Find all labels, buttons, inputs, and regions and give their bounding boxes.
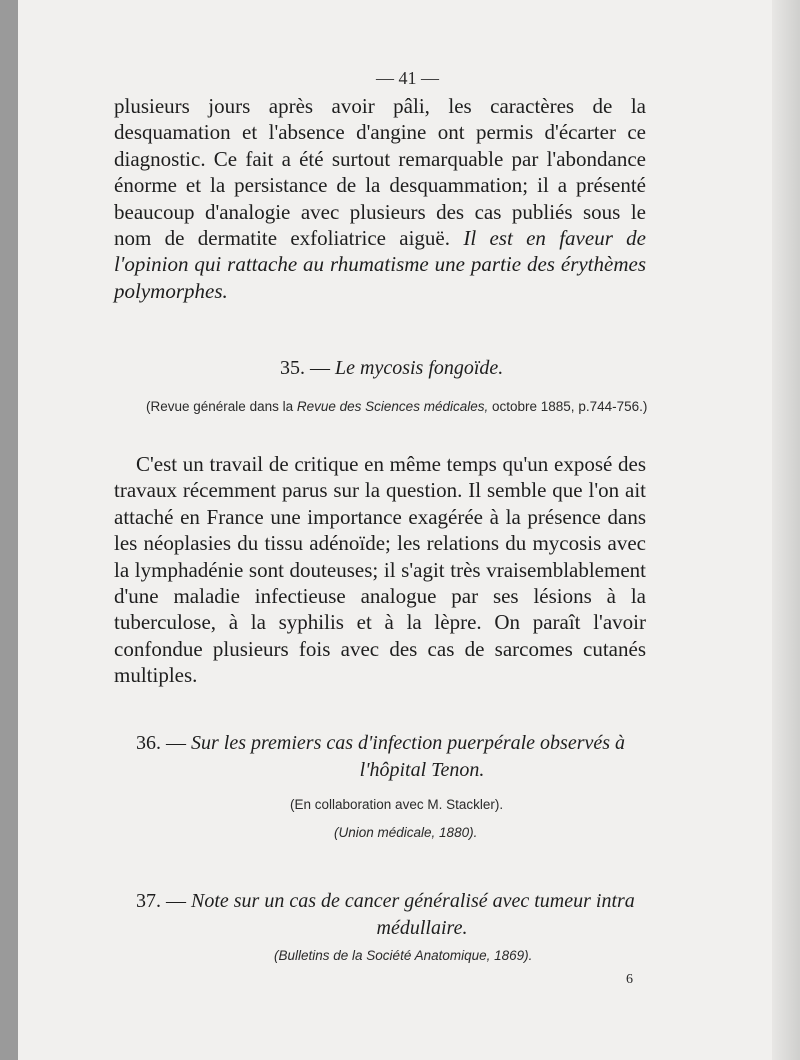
- paragraph-continuation: [114, 93, 646, 304]
- reference-journal: Revue des Sciences médicales,: [296, 399, 489, 414]
- document-page: [18, 0, 800, 1060]
- item-number: 36. —: [136, 732, 186, 754]
- page-number: — 41 —: [376, 68, 439, 88]
- item-35-summary: C'est un travail de critique en même temps qu'un exposé des travaux récemment parus sur la question. Il semble que l'on ait attaché en France une importance exagérée à la présence dans les néoplasies du tissu adénoïde; les relations du mycosis avec la lymphadénie sont douteuses; il s'agit très vraisemblablement d'une maladie infectieuse analogue par ses lésions à la tuberculose, à la syphilis et à la lèpre. On paraît l'avoir confondue plusieurs fois avec des cas de sarcomes cutanés multiples.: [114, 452, 646, 688]
- reference-date: octobre 1885, p.744-756.): [492, 399, 648, 414]
- item-36-collaboration: (En collaboration avec M. Stackler).: [290, 797, 504, 812]
- item-36-journal: (Union médicale, 1880).: [334, 825, 478, 840]
- signature-mark: 6: [626, 972, 633, 987]
- item-35-heading: [280, 357, 503, 380]
- item-title-line2: médullaire.: [376, 917, 468, 939]
- item-number: 37. —: [136, 890, 186, 912]
- reference-prefix: (Revue générale dans la: [146, 399, 294, 414]
- paragraph-conclusion-italic: Il est en faveur de l'opinion qui rattache au rhumatisme une partie des érythèmes polymorphes.: [114, 226, 646, 303]
- item-35-reference: [146, 399, 647, 414]
- paragraph-text: plusieurs jours après avoir pâli, les caractères de la desquamation et l'absence d'angine ont permis d'écarter ce diagnostic. Ce fait a été surtout remarquable par l'abondance énorme et la persistance de la desquammation; il a présenté beaucoup d'analogie avec plusieurs des cas publiés sous le nom de dermatite exfoliatrice aiguë.: [114, 94, 646, 251]
- item-title-line1: Note sur un cas de cancer généralisé avec tumeur intra: [191, 890, 635, 912]
- page-spine-shadow: [772, 0, 800, 1060]
- item-37-journal: (Bulletins de la Société Anatomique, 1869).: [274, 948, 533, 963]
- item-37-heading: [136, 888, 648, 942]
- item-title-line1: Sur les premiers cas d'infection puerpérale observés à: [191, 732, 626, 754]
- item-title-line2: l'hôpital Tenon.: [359, 759, 485, 781]
- item-number: 35. —: [280, 357, 330, 379]
- item-36-heading: [136, 730, 648, 784]
- item-title: Le mycosis fongoïde.: [335, 357, 504, 379]
